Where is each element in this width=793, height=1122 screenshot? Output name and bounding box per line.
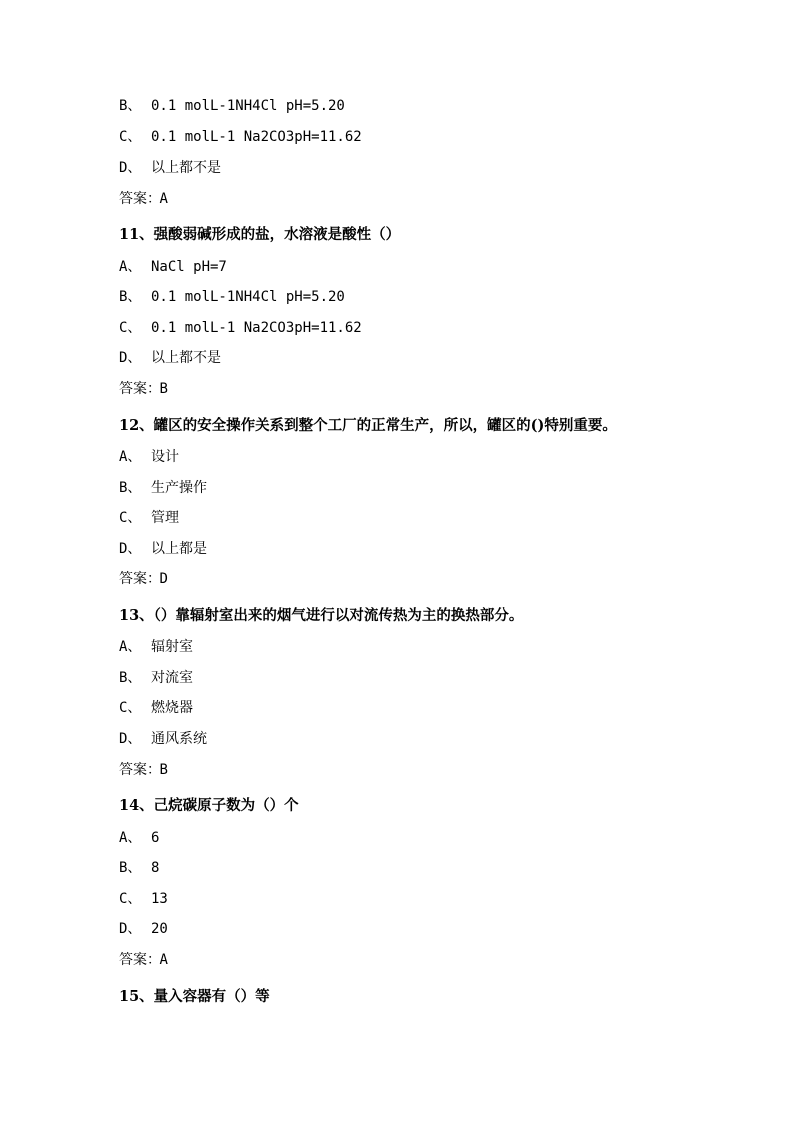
option-label: D、 bbox=[119, 541, 142, 557]
answer-value: B bbox=[159, 381, 168, 397]
option-text: 20 bbox=[151, 921, 168, 937]
option-row bbox=[119, 96, 345, 116]
option-text: 0.1 molL-1 Na2CO3pH=11.62 bbox=[151, 129, 362, 145]
answer-value: D bbox=[159, 571, 168, 587]
answer-label: 答案： bbox=[119, 762, 161, 778]
option-row bbox=[119, 287, 345, 307]
answer-row bbox=[119, 379, 168, 399]
question-title: 12、罐区的安全操作关系到整个工厂的正常生产，所以，罐区的()特别重要。 bbox=[119, 417, 617, 434]
option-row bbox=[119, 668, 193, 688]
question-title: 15、量入容器有（）等 bbox=[119, 988, 270, 1005]
answer-value: B bbox=[159, 762, 168, 778]
answer-label: 答案： bbox=[119, 952, 161, 968]
option-row bbox=[119, 729, 207, 749]
option-row bbox=[119, 637, 193, 657]
option-label: A、 bbox=[119, 259, 142, 275]
option-row bbox=[119, 508, 179, 528]
option-row bbox=[119, 158, 221, 178]
option-label: B、 bbox=[119, 98, 142, 114]
option-label: A、 bbox=[119, 639, 142, 655]
option-text: 13 bbox=[151, 891, 168, 907]
question-title: 11、强酸弱碱形成的盐，水溶液是酸性（） bbox=[119, 226, 401, 243]
option-text: NaCl pH=7 bbox=[151, 259, 227, 275]
answer-value: A bbox=[159, 191, 168, 207]
option-label: C、 bbox=[119, 891, 142, 907]
option-label: C、 bbox=[119, 510, 142, 526]
option-text: 8 bbox=[151, 860, 160, 876]
option-text: 6 bbox=[151, 830, 160, 846]
option-row bbox=[119, 858, 159, 878]
option-row bbox=[119, 889, 168, 909]
option-row bbox=[119, 478, 207, 498]
option-label: C、 bbox=[119, 129, 142, 145]
option-label: B、 bbox=[119, 860, 142, 876]
option-row bbox=[119, 539, 207, 559]
option-row bbox=[119, 348, 221, 368]
option-text: 通风系统 bbox=[151, 731, 207, 747]
answer-row bbox=[119, 950, 168, 970]
option-label: D、 bbox=[119, 921, 142, 937]
option-text: 0.1 molL-1NH4Cl pH=5.20 bbox=[151, 98, 345, 114]
option-row bbox=[119, 318, 362, 338]
option-row bbox=[119, 127, 362, 147]
answer-row bbox=[119, 189, 168, 209]
option-row bbox=[119, 257, 227, 277]
option-text: 辐射室 bbox=[151, 639, 193, 655]
option-row bbox=[119, 698, 193, 718]
option-row bbox=[119, 447, 179, 467]
option-text: 以上都不是 bbox=[151, 160, 221, 176]
option-text: 管理 bbox=[151, 510, 179, 526]
option-text: 0.1 molL-1NH4Cl pH=5.20 bbox=[151, 289, 345, 305]
answer-label: 答案： bbox=[119, 571, 161, 587]
option-text: 生产操作 bbox=[151, 480, 207, 496]
option-label: B、 bbox=[119, 480, 142, 496]
option-label: A、 bbox=[119, 830, 142, 846]
option-label: B、 bbox=[119, 670, 142, 686]
option-label: C、 bbox=[119, 320, 142, 336]
answer-label: 答案： bbox=[119, 381, 161, 397]
answer-label: 答案： bbox=[119, 191, 161, 207]
option-label: D、 bbox=[119, 350, 142, 366]
option-label: A、 bbox=[119, 449, 142, 465]
answer-row bbox=[119, 569, 168, 589]
answer-row bbox=[119, 760, 168, 780]
question-title: 14、己烷碳原子数为（）个 bbox=[119, 797, 299, 814]
option-row bbox=[119, 919, 168, 939]
answer-value: A bbox=[159, 952, 168, 968]
option-row bbox=[119, 828, 159, 848]
option-text: 燃烧器 bbox=[151, 700, 193, 716]
option-label: B、 bbox=[119, 289, 142, 305]
option-text: 设计 bbox=[151, 449, 179, 465]
option-text: 对流室 bbox=[151, 670, 193, 686]
option-label: D、 bbox=[119, 731, 142, 747]
option-label: D、 bbox=[119, 160, 142, 176]
option-text: 0.1 molL-1 Na2CO3pH=11.62 bbox=[151, 320, 362, 336]
question-title: 13、（）靠辐射室出来的烟气进行以对流传热为主的换热部分。 bbox=[119, 607, 524, 624]
option-text: 以上都不是 bbox=[151, 350, 221, 366]
option-text: 以上都是 bbox=[151, 541, 207, 557]
option-label: C、 bbox=[119, 700, 142, 716]
